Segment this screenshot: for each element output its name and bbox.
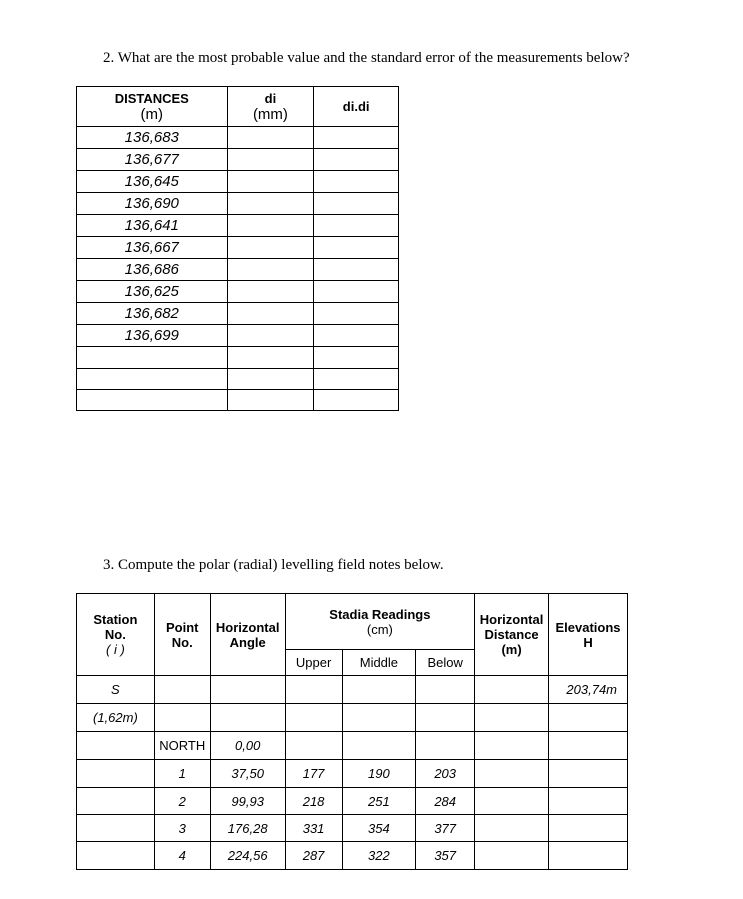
question-3: 3. Compute the polar (radial) levelling field notes below.: [103, 557, 444, 573]
station-row: [77, 676, 628, 704]
point-label: Point: [166, 619, 199, 635]
didi-cell: [314, 237, 399, 259]
di-cell: [227, 149, 314, 171]
didi-title: di.di: [342, 99, 370, 114]
distances-header: [77, 87, 228, 127]
middle-header: Middle: [342, 650, 416, 676]
empty-cell: [314, 390, 399, 411]
di-cell: [227, 325, 314, 347]
middle-cell: 190: [342, 760, 416, 788]
below-header: Below: [416, 650, 475, 676]
distance-cell: 136,690: [77, 193, 228, 215]
table-row: [77, 303, 399, 325]
angle-cell: 176,28: [210, 815, 285, 842]
angle-cell: 224,56: [210, 842, 285, 870]
didi-cell: [314, 281, 399, 303]
point-cell: NORTH: [154, 732, 210, 760]
table-row: [77, 390, 399, 411]
angle-cell: 0,00: [210, 732, 285, 760]
di-cell: [227, 171, 314, 193]
empty-cell: [227, 369, 314, 390]
di-cell: [227, 237, 314, 259]
instrument-height: (1,62m): [77, 704, 155, 732]
station-elevation: 203,74m: [549, 676, 628, 704]
station-i-label: ( i ): [106, 642, 125, 657]
table-row: [77, 171, 399, 193]
elevations-label: Elevations: [555, 619, 621, 635]
point-cell: 2: [154, 788, 210, 815]
elevations-header: [549, 594, 628, 676]
table-row: [77, 347, 399, 369]
table-header-row: [77, 87, 399, 127]
elevations-h-label: H: [583, 634, 593, 650]
didi-cell: [314, 127, 399, 149]
empty-cell: [227, 390, 314, 411]
didi-cell: [314, 171, 399, 193]
middle-cell: 251: [342, 788, 416, 815]
middle-cell: 322: [342, 842, 416, 870]
didi-cell: [314, 325, 399, 347]
di-cell: [227, 281, 314, 303]
didi-cell: [314, 149, 399, 171]
didi-cell: [314, 259, 399, 281]
below-cell: [416, 732, 475, 760]
upper-cell: 177: [285, 760, 342, 788]
upper-header: Upper: [285, 650, 342, 676]
levelling-table: [76, 593, 628, 870]
below-cell: 357: [416, 842, 475, 870]
point-cell: 1: [154, 760, 210, 788]
distance-cell: 136,677: [77, 149, 228, 171]
distance-cell: 136,645: [77, 171, 228, 193]
hd-line3: (m): [501, 642, 522, 657]
point-cell: 4: [154, 842, 210, 870]
di-cell: [227, 259, 314, 281]
table-row: [77, 281, 399, 303]
upper-cell: 287: [285, 842, 342, 870]
didi-cell: [314, 193, 399, 215]
distance-cell: 136,682: [77, 303, 228, 325]
point-cell: 3: [154, 815, 210, 842]
table-row: [77, 788, 628, 815]
station-label: Station: [93, 612, 138, 627]
table-row: [77, 193, 399, 215]
distance-cell: 136,641: [77, 215, 228, 237]
below-cell: 284: [416, 788, 475, 815]
distance-cell: 136,686: [77, 259, 228, 281]
empty-cell: [77, 390, 228, 411]
stadia-unit: (cm): [366, 621, 393, 637]
below-cell: 203: [416, 760, 475, 788]
table-row: [77, 237, 399, 259]
di-unit: (mm): [252, 105, 288, 123]
point-header: [154, 594, 210, 676]
angle-cell: 37,50: [210, 760, 285, 788]
table-row: [77, 369, 399, 390]
distances-unit: (m): [140, 105, 164, 123]
horizontal-label: Horizontal: [215, 619, 280, 635]
stadia-label: Stadia Readings: [329, 606, 431, 622]
di-cell: [227, 215, 314, 237]
angle-cell: 99,93: [210, 788, 285, 815]
empty-cell: [77, 369, 228, 390]
table-header-row: [77, 594, 628, 650]
station-header: [77, 594, 155, 676]
didi-cell: [314, 215, 399, 237]
horizontal-distance-header: [475, 594, 549, 676]
distance-cell: 136,625: [77, 281, 228, 303]
di-cell: [227, 127, 314, 149]
table-row: [77, 815, 628, 842]
distance-cell: 136,667: [77, 237, 228, 259]
hd-line2: Distance: [484, 627, 539, 642]
didi-cell: [314, 303, 399, 325]
di-cell: [227, 193, 314, 215]
empty-cell: [77, 347, 228, 369]
hd-line1: Horizontal: [479, 612, 544, 627]
table-row: [77, 149, 399, 171]
table-row: [77, 215, 399, 237]
table-row: [77, 760, 628, 788]
angle-header: [210, 594, 285, 676]
question-2: 2. What are the most probable value and the standard error of the measurements below?: [103, 50, 630, 66]
empty-cell: [314, 369, 399, 390]
station-name: S: [77, 676, 155, 704]
distances-table: [76, 86, 399, 411]
middle-cell: [342, 732, 416, 760]
empty-cell: [227, 347, 314, 369]
stadia-header: [285, 594, 474, 650]
instrument-height-row: [77, 704, 628, 732]
upper-cell: [285, 732, 342, 760]
distance-cell: 136,699: [77, 325, 228, 347]
di-header: [227, 87, 314, 127]
distance-cell: 136,683: [77, 127, 228, 149]
didi-header: [314, 87, 399, 127]
point-no-label: No.: [171, 634, 193, 650]
middle-cell: 354: [342, 815, 416, 842]
distances-title: DISTANCES: [114, 90, 189, 106]
station-no-label: No.: [104, 627, 126, 642]
di-title: di: [264, 90, 277, 106]
table-row: [77, 732, 628, 760]
upper-cell: 218: [285, 788, 342, 815]
di-cell: [227, 303, 314, 325]
below-cell: 377: [416, 815, 475, 842]
upper-cell: 331: [285, 815, 342, 842]
table-row: [77, 127, 399, 149]
angle-label: Angle: [229, 634, 266, 650]
table-row: [77, 842, 628, 870]
empty-cell: [314, 347, 399, 369]
table-row: [77, 325, 399, 347]
table-row: [77, 259, 399, 281]
